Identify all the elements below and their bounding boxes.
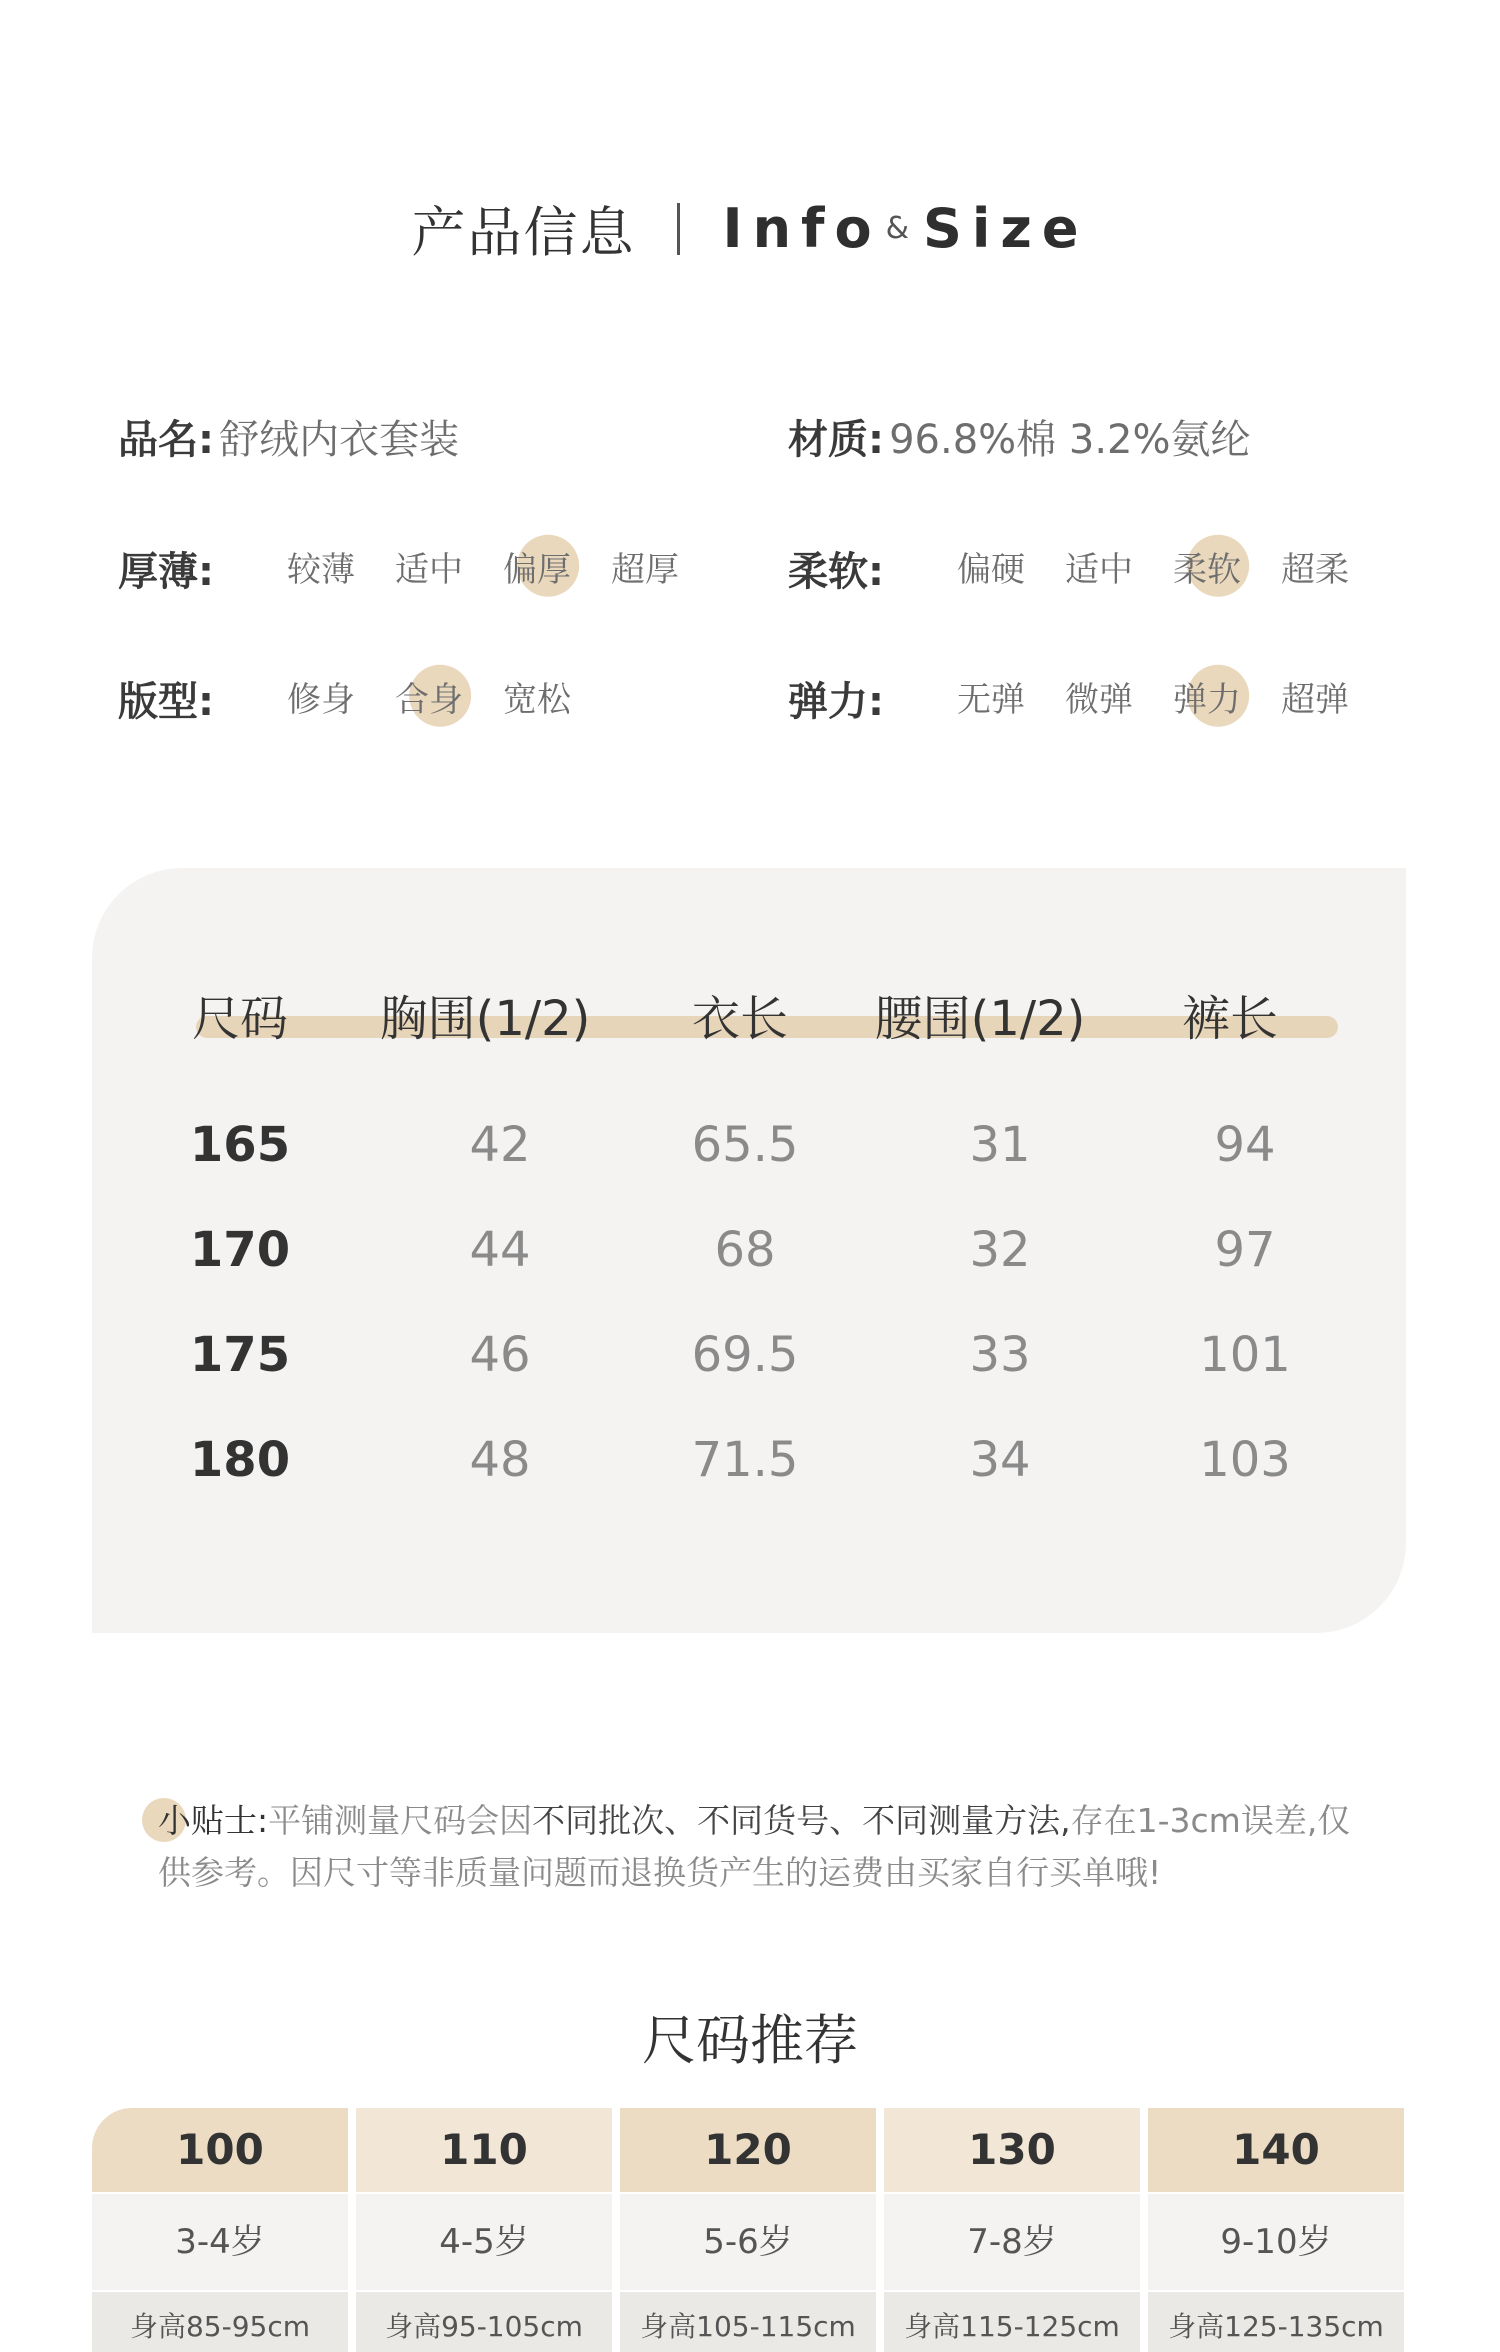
tip-text-b: 不同批次、不同货号、不同测量方法, <box>532 1801 1071 1840</box>
recommend-column <box>620 2108 876 2352</box>
size-table-cell: 101 <box>1199 1327 1291 1383</box>
softness-label: 柔软: <box>788 549 884 595</box>
size-table-header: 衣长 <box>691 991 788 1047</box>
thickness-label: 厚薄: <box>118 549 214 595</box>
recommend-height: 身高85-95cm <box>92 2292 348 2352</box>
size-table-cell: 46 <box>469 1327 531 1383</box>
recommend-size: 110 <box>356 2108 612 2192</box>
recommend-age: 9-10岁 <box>1148 2194 1404 2290</box>
size-table-header: 尺码 <box>191 991 288 1047</box>
title-divider <box>677 203 680 255</box>
elasticity-option: 超弹 <box>1281 680 1349 720</box>
softness-option: 超柔 <box>1281 550 1349 590</box>
recommend-height: 身高125-135cm <box>1148 2292 1404 2352</box>
size-recommend-title: 尺码推荐 <box>642 2009 858 2072</box>
size-table-cell: 165 <box>189 1117 291 1173</box>
thickness-option: 超厚 <box>611 550 679 590</box>
recommend-size: 100 <box>92 2108 348 2192</box>
measurement-tip <box>158 1795 1358 1899</box>
size-table-cell: 48 <box>469 1432 531 1488</box>
thickness-option: 较薄 <box>287 550 355 590</box>
softness-option: 偏硬 <box>957 550 1025 590</box>
softness-options <box>957 542 1349 591</box>
material-label: 材质: <box>788 417 884 463</box>
recommend-size: 120 <box>620 2108 876 2192</box>
fit-label: 版型: <box>118 679 214 725</box>
recommend-size: 130 <box>884 2108 1140 2192</box>
elasticity-option: 无弹 <box>957 680 1025 720</box>
size-table-cell: 97 <box>1214 1222 1276 1278</box>
title-en-size: Size <box>923 197 1089 260</box>
thickness-option: 适中 <box>395 550 463 590</box>
title-en-info: Info <box>722 197 882 260</box>
recommend-column <box>884 2108 1140 2352</box>
size-table-cell: 103 <box>1199 1432 1291 1488</box>
recommend-height: 身高95-105cm <box>356 2292 612 2352</box>
recommend-age: 3-4岁 <box>92 2194 348 2290</box>
page-title <box>0 190 1500 267</box>
size-table-cell: 34 <box>969 1432 1031 1488</box>
size-table-cell: 69.5 <box>691 1327 799 1383</box>
recommend-size: 140 <box>1148 2108 1404 2192</box>
recommend-age: 4-5岁 <box>356 2194 612 2290</box>
material-value: 96.8%棉 3.2%氨纶 <box>889 417 1251 463</box>
product-material <box>788 408 1251 465</box>
size-table-cell: 42 <box>469 1117 531 1173</box>
size-table-header: 腰围(1/2) <box>874 991 1086 1047</box>
tip-text-a: 平铺测量尺码会因 <box>268 1801 533 1840</box>
thickness-options <box>287 542 679 591</box>
fit-option: 修身 <box>287 680 355 720</box>
size-table-cell: 68 <box>714 1222 776 1278</box>
elasticity-options <box>957 672 1349 721</box>
size-table-cell: 94 <box>1214 1117 1276 1173</box>
fit-option: 合身 <box>395 672 463 721</box>
thickness-option: 偏厚 <box>503 542 571 591</box>
title-zh: 产品信息 <box>411 201 636 264</box>
size-table-header: 胸围(1/2) <box>379 991 591 1047</box>
recommend-height: 身高105-115cm <box>620 2292 876 2352</box>
product-name <box>118 408 459 465</box>
elasticity-option: 微弹 <box>1065 680 1133 720</box>
size-table-cell: 170 <box>189 1222 291 1278</box>
size-table-cell: 44 <box>469 1222 531 1278</box>
fit-options <box>287 672 571 721</box>
product-name-value: 舒绒内衣套装 <box>219 417 460 463</box>
size-table-cell: 32 <box>969 1222 1031 1278</box>
size-table-cell: 31 <box>969 1117 1031 1173</box>
size-table-cell: 65.5 <box>691 1117 799 1173</box>
size-table-cell: 71.5 <box>691 1432 799 1488</box>
tip-text-c: 存在1-3cm误差,仅供参考。因尺寸等非质量问题而退换货产生的运费由买家自行买单哦! <box>158 1801 1351 1892</box>
elasticity-option: 弹力 <box>1173 672 1241 721</box>
softness-option: 柔软 <box>1173 542 1241 591</box>
elasticity-label: 弹力: <box>788 679 884 725</box>
recommend-height: 身高115-125cm <box>884 2292 1140 2352</box>
product-name-label: 品名: <box>118 417 214 463</box>
recommend-age: 7-8岁 <box>884 2194 1140 2290</box>
recommend-column <box>356 2108 612 2352</box>
tip-label: 小贴士: <box>158 1801 269 1840</box>
size-table-cell: 33 <box>969 1327 1031 1383</box>
size-table-cell: 180 <box>189 1432 291 1488</box>
size-table-cell: 175 <box>189 1327 291 1383</box>
size-table-header: 裤长 <box>1181 991 1278 1047</box>
title-en-amp: & <box>885 211 910 246</box>
softness-option: 适中 <box>1065 550 1133 590</box>
recommend-age: 5-6岁 <box>620 2194 876 2290</box>
fit-option: 宽松 <box>503 680 571 720</box>
recommend-column <box>1148 2108 1404 2352</box>
recommend-column <box>92 2108 348 2352</box>
